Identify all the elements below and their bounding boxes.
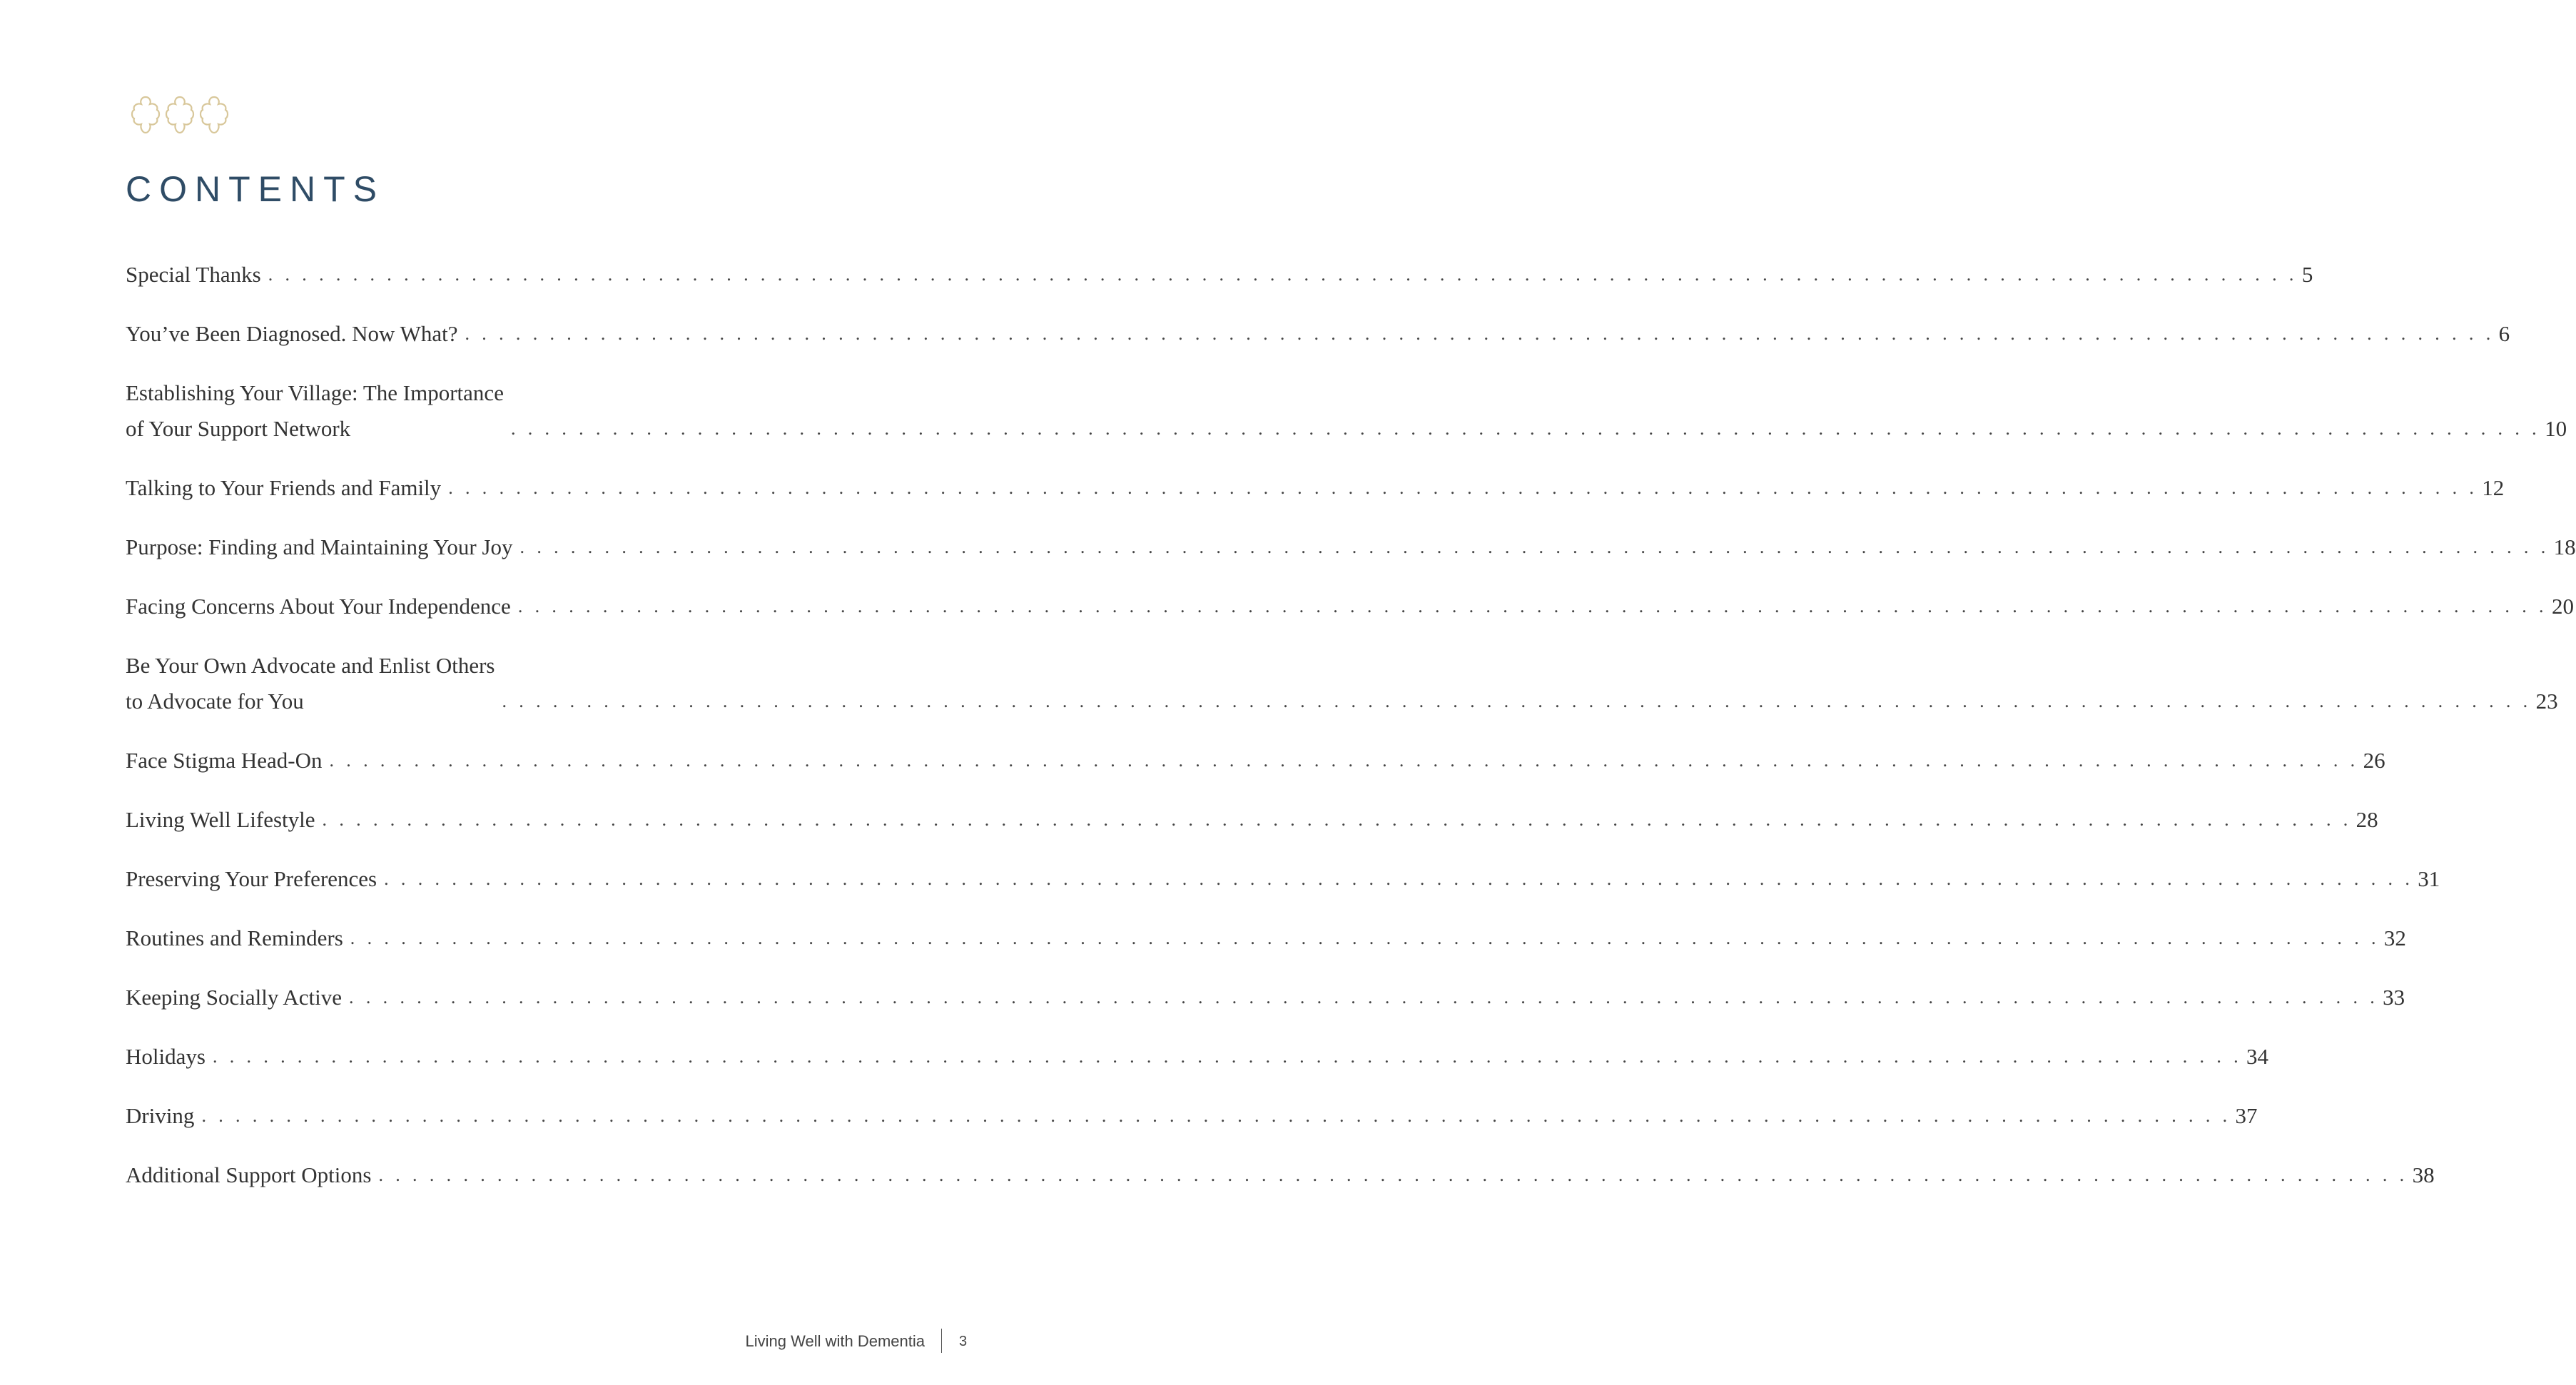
toc-entry-title — [126, 648, 495, 719]
toc-dot-leader: . . . . . . . . . . . . . . . . . . . . . . . . . . . . . . . . . . . . . . . . . . . . . . . . . . . . . . . . . . . . . . . . . . . . . . . . . . . . . . . . . . . . . . . . . . . . . . . . . . . . . . . . . . . . . . . . . . . . . . . . — [322, 809, 2352, 830]
toc-page-number: 28 — [2356, 807, 2378, 832]
toc-entry-title — [126, 802, 315, 838]
toc-page-number: 32 — [2383, 925, 2406, 950]
toc-page-number: 10 — [2545, 416, 2567, 441]
toc-entry-title-line: to Advocate for You — [126, 689, 304, 714]
toc-entry[interactable] — [126, 589, 2574, 624]
quatrefoil-ornament-icon — [126, 91, 240, 137]
toc-entry-title — [126, 861, 377, 897]
toc-entry-title — [126, 1157, 371, 1193]
toc-entry-title-line: Preserving Your Preferences — [126, 866, 377, 891]
page-footer — [0, 1327, 1070, 1356]
toc-entry-title-line: Routines and Reminders — [126, 925, 343, 950]
toc-entry-title-line: Face Stigma Head-On — [126, 748, 323, 773]
toc-entry-title — [126, 375, 504, 447]
toc-page-number: 38 — [2412, 1162, 2435, 1187]
toc-page-number: 26 — [2363, 748, 2385, 773]
toc-page-number: 37 — [2235, 1103, 2258, 1128]
toc-dot-leader: . . . . . . . . . . . . . . . . . . . . . . . . . . . . . . . . . . . . . . . . . . . . . . . . . . . . . . . . . . . . . . . . . . . . . . . . . . . . . . . . . . . . . . . . . . . . . . . . . . . . . . . . . . . . . . . . . . . . . . . . — [329, 750, 2359, 771]
toc-entry-title — [126, 589, 511, 624]
toc-entry-title-line: Special Thanks — [126, 262, 261, 287]
toc-dot-leader: . . . . . . . . . . . . . . . . . . . . . . . . . . . . . . . . . . . . . . . . . . . . . . . . . . . . . . . . . . . . . . . . . . . . . . . . . . . . . . . . . . . . . . . . . . . . . . . . . . . . . . . . . . . . . . . . . . . . . . . . — [519, 537, 2550, 557]
toc-dot-leader: . . . . . . . . . . . . . . . . . . . . . . . . . . . . . . . . . . . . . . . . . . . . . . . . . . . . . . . . . . . . . . . . . . . . . . . . . . . . . . . . . . . . . . . . . . . . . . . . . . . . . . . . . . . . . . . . . . . . . . . . — [517, 596, 2547, 617]
toc-entry-title — [126, 470, 441, 506]
toc-page-number: 20 — [2551, 594, 2574, 619]
toc-page-number: 6 — [2498, 321, 2510, 346]
toc-page-number: 31 — [2418, 866, 2440, 891]
toc-entry[interactable] — [126, 743, 2385, 778]
toc-entry-title-line: Facing Concerns About Your Independence — [126, 594, 511, 619]
toc-entry-title-line: Holidays — [126, 1044, 206, 1069]
toc-entry[interactable] — [126, 1157, 2435, 1193]
table-of-contents — [126, 257, 2576, 1217]
toc-entry[interactable] — [126, 802, 2378, 838]
toc-dot-leader: . . . . . . . . . . . . . . . . . . . . . . . . . . . . . . . . . . . . . . . . . . . . . . . . . . . . . . . . . . . . . . . . . . . . . . . . . . . . . . . . . . . . . . . . . . . . . . . . . . . . . . . . . . . . . . . . . . . . . . . . — [268, 264, 2298, 285]
toc-page-number: 33 — [2383, 985, 2405, 1010]
toc-dot-leader: . . . . . . . . . . . . . . . . . . . . . . . . . . . . . . . . . . . . . . . . . . . . . . . . . . . . . . . . . . . . . . . . . . . . . . . . . . . . . . . . . . . . . . . . . . . . . . . . . . . . . . . . . . . . . . . . . . . . . . . . — [378, 1165, 2408, 1185]
toc-entry[interactable] — [126, 316, 2510, 352]
toc-entry-title — [126, 316, 458, 352]
toc-entry-title-line: Driving — [126, 1103, 195, 1128]
toc-entry[interactable] — [126, 257, 2313, 293]
toc-entry[interactable] — [126, 375, 2567, 447]
page-title: CONTENTS — [126, 169, 385, 209]
toc-page-number: 5 — [2301, 262, 2313, 287]
footer-divider — [941, 1329, 942, 1353]
toc-page-number: 23 — [2535, 689, 2558, 714]
toc-entry[interactable] — [126, 529, 2576, 565]
toc-entry-title — [126, 257, 261, 293]
toc-dot-leader: . . . . . . . . . . . . . . . . . . . . . . . . . . . . . . . . . . . . . . . . . . . . . . . . . . . . . . . . . . . . . . . . . . . . . . . . . . . . . . . . . . . . . . . . . . . . . . . . . . . . . . . . . . . . . . . . . . . . . . . . — [384, 868, 2414, 889]
toc-entry-title — [126, 1039, 206, 1075]
toc-dot-leader: . . . . . . . . . . . . . . . . . . . . . . . . . . . . . . . . . . . . . . . . . . . . . . . . . . . . . . . . . . . . . . . . . . . . . . . . . . . . . . . . . . . . . . . . . . . . . . . . . . . . . . . . . . . . . . . . . . . . . . . . — [212, 1046, 2243, 1067]
toc-entry[interactable] — [126, 980, 2405, 1015]
toc-entry-title-line: You’ve Been Diagnosed. Now What? — [126, 321, 458, 346]
toc-entry-title-line: Additional Support Options — [126, 1162, 372, 1187]
toc-entry-title — [126, 1098, 194, 1134]
toc-dot-leader: . . . . . . . . . . . . . . . . . . . . . . . . . . . . . . . . . . . . . . . . . . . . . . . . . . . . . . . . . . . . . . . . . . . . . . . . . . . . . . . . . . . . . . . . . . . . . . . . . . . . . . . . . . . . . . . . . . . . . . . . — [349, 987, 2379, 1008]
toc-entry-title-line: Keeping Socially Active — [126, 985, 343, 1010]
toc-dot-leader: . . . . . . . . . . . . . . . . . . . . . . . . . . . . . . . . . . . . . . . . . . . . . . . . . . . . . . . . . . . . . . . . . . . . . . . . . . . . . . . . . . . . . . . . . . . . . . . . . . . . . . . . . . . . . . . . . . . . . . . . — [201, 1105, 2231, 1126]
toc-entry[interactable] — [126, 648, 2558, 719]
footer-page-number: 3 — [959, 1334, 968, 1349]
toc-page-number: 12 — [2482, 475, 2505, 500]
toc-dot-leader: . . . . . . . . . . . . . . . . . . . . . . . . . . . . . . . . . . . . . . . . . . . . . . . . . . . . . . . . . . . . . . . . . . . . . . . . . . . . . . . . . . . . . . . . . . . . . . . . . . . . . . . . . . . . . . . . . . . . . . . . — [502, 691, 2532, 711]
toc-page-number: 34 — [2246, 1044, 2269, 1069]
toc-entry[interactable] — [126, 1098, 2258, 1134]
toc-dot-leader: . . . . . . . . . . . . . . . . . . . . . . . . . . . . . . . . . . . . . . . . . . . . . . . . . . . . . . . . . . . . . . . . . . . . . . . . . . . . . . . . . . . . . . . . . . . . . . . . . . . . . . . . . . . . . . . . . . . . . . . . — [448, 477, 2478, 498]
toc-entry[interactable] — [126, 470, 2505, 506]
toc-entry-title-line: Living Well Lifestyle — [126, 807, 315, 832]
toc-entry-title-line: Purpose: Finding and Maintaining Your Joy — [126, 534, 513, 559]
toc-dot-leader: . . . . . . . . . . . . . . . . . . . . . . . . . . . . . . . . . . . . . . . . . . . . . . . . . . . . . . . . . . . . . . . . . . . . . . . . . . . . . . . . . . . . . . . . . . . . . . . . . . . . . . . . . . . . . . . . . . . . . . . . — [510, 418, 2541, 439]
toc-dot-leader: . . . . . . . . . . . . . . . . . . . . . . . . . . . . . . . . . . . . . . . . . . . . . . . . . . . . . . . . . . . . . . . . . . . . . . . . . . . . . . . . . . . . . . . . . . . . . . . . . . . . . . . . . . . . . . . . . . . . . . . . — [350, 928, 2380, 948]
toc-entry-title-line: Talking to Your Friends and Family — [126, 475, 442, 500]
toc-entry[interactable] — [126, 1039, 2269, 1075]
toc-entry-title-line: of Your Support Network — [126, 416, 351, 441]
footer-book-title: Living Well with Dementia — [745, 1332, 925, 1350]
toc-entry-title — [126, 529, 513, 565]
toc-entry[interactable] — [126, 861, 2440, 897]
toc-entry-title-line: Be Your Own Advocate and Enlist Others — [126, 653, 495, 678]
toc-entry-title-line: Establishing Your Village: The Importance — [126, 380, 504, 405]
toc-entry-title — [126, 980, 342, 1015]
toc-entry-title — [126, 920, 343, 956]
toc-entry[interactable] — [126, 920, 2406, 956]
toc-dot-leader: . . . . . . . . . . . . . . . . . . . . . . . . . . . . . . . . . . . . . . . . . . . . . . . . . . . . . . . . . . . . . . . . . . . . . . . . . . . . . . . . . . . . . . . . . . . . . . . . . . . . . . . . . . . . . . . . . . . . . . . . — [465, 323, 2495, 344]
toc-page-number: 18 — [2553, 534, 2576, 559]
toc-entry-title — [126, 743, 322, 778]
